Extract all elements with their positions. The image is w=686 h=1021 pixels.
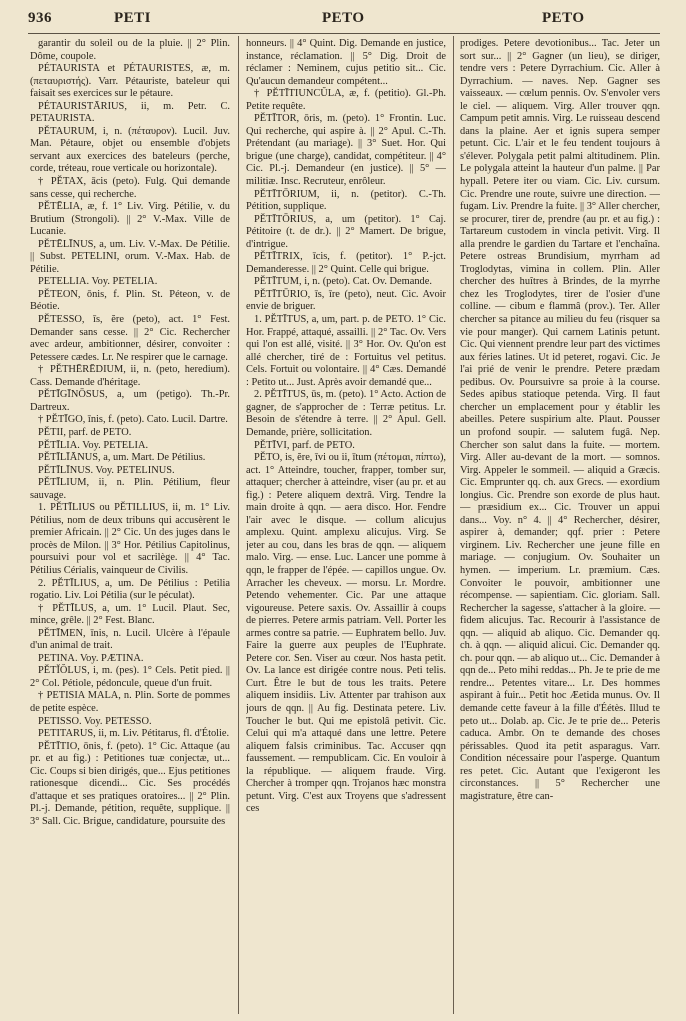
- dictionary-entry: 2. PĔTĪLIUS, a, um. De Pétilius : Petilia rogatio. Liv. Loi Pétilia (sur le péculat).: [30, 577, 230, 602]
- dictionary-entry: PĔTĪLIUM, ii, n. Plin. Pétilium, fleur sauvage.: [30, 477, 230, 501]
- column-divider: [238, 36, 239, 1014]
- dictionary-entry: PETISSO. Voy. PETESSO.: [38, 715, 152, 727]
- dictionary-entry: PĔTĪTŌRIUS, a, um (petitor). 1° Caj. Pétitoire (t. de dr.). || 2° Mamert. De brigue, d'intrigue.: [246, 213, 446, 250]
- dictionary-entry: PĔTĪTIO, ōnis, f. (peto). 1° Cic. Attaque (au pr. et au fig.) : Petitiones tuæ conjectæ, ut... Cic. Coups si bien dirigés, que... Ejus petitiones rationesque dicendi... Cic. Ses procédés d'attaque et ses pratiques oratoires... || 2° Plin. Pl.-j. Demande, pétition, requête, supplique. || 3° Sall. Cic. Brigue, candidature, poursuite des: [30, 740, 230, 827]
- dictionary-entry: PĔTEON, ōnis, f. Plin. St. Péteon, v. de Béotie.: [30, 288, 230, 313]
- dictionary-entry: PĔTO, is, ĕre, īvi ou ii, ītum (πέτομαι, πίπτω), act. 1° Atteindre, toucher, frapper, tomber sur, attaquer; chercher à atteindre, viser (au pr. et au fig.) : Petere aliquem dextrâ. Virg. Tendre la main droite à qqn. — aera disco. Hor. Fendre l'air avec le disque. — collum alicujus amplexu. Quint. amplexu alicujus. Virg. Se jeter au cou, dans les bras de qqn. — aliquem malo. Virg. — ense. Luc. Lancer une pomme à qqn, le frapper de l'épée. — capillos ungue. Ov. Arracher les cheveux. — morsu. Lr. Mordre. Petendo vehementer. Cic. Par une attaque vigoureuse. Petere saxis. Ov. Assaillir à coups de pierres. Petere armis patriam. Vell. Porter les armes contre sa patrie. — Euphratem bello. Juv. Faire la guerre aux peuples de l'Euphrate. Petere cor. Sen. Viser au cœur. Nos hasta petit. Ov. La lance est dirigée contre nous. Peti telis. Curt. Être le but de tous les traits. Petere aliquem insidiis. Liv. Attenter par trahison aux jours de qqn. || Au fig. Destinata petere. Liv. Toucher le but. Qui me epistolâ petivit. Cic. Celui qui m'a attaqué dans une lettre. Petere aliquem falsis criminibus. Tac. Accuser qqn faussement. — rempublicam. Cic. En vouloir à la république. — aliquem fraude. Virg. Chercher à tromper qqn. Trojanos hæc monstra petunt. Virg. C'est aux Troyens que s'adressent ces: [246, 452, 446, 815]
- dictionary-entry: PĔTĪMEN, īnis, n. Lucil. Ulcère à l'épaule d'un animal de trait.: [30, 627, 230, 652]
- header-rule: [28, 33, 660, 34]
- dictionary-entry: PĔTAURUM, i, n. (πέταυρον). Lucil. Juv. Man. Pétaure, objet ou ensemble d'objets servant aux exercices des bateleurs (perche, corde, tréteau, roue verticale ou horizontale).: [30, 125, 230, 175]
- header-guide-left: PETI: [114, 10, 152, 26]
- column-divider: [453, 36, 454, 1014]
- dictionary-entry: PĔTĪTOR, ōris, m. (peto). 1° Frontin. Luc. Qui recherche, qui aspire à. || 2° Apul. C.-Th. Prétendant (au mariage). || 3° Suet. Hor. Qui brigue (une charge), candidat, compétiteur. || 4° Cic. Pl.-j. Demandeur (en justice). || 5° — militiæ. Insc. Recruteur, enrôleur.: [246, 113, 446, 188]
- running-header: [0, 0, 686, 34]
- dictionary-entry: 1. PĔTĪLIUS ou PĔTILLIUS, ii, m. 1° Liv. Pétilius, nom de deux tribuns qui accusèrent le premier Africain. || 2° Cic. Un des juges dans le procès de Milon. || 3° Hor. Pétilius Capitolinus, poursuivi pour vol et sacrilège. || 4° Tac. Pétilius Cérialis, vainqueur de Civilis.: [30, 502, 230, 576]
- dictionary-entry: PĔTĒLIA, æ, f. 1° Liv. Virg. Pétilie, v. du Brutium (Strongoli). || 2° V.-Max. Ville de Lucanie.: [30, 201, 230, 238]
- dictionary-entry: † PĔTHĒRĒDIUM, ii, n. (peto, heredium). Cass. Demande d'héritage.: [30, 364, 230, 388]
- column-middle: [246, 38, 446, 1014]
- dictionary-entry: PĔTĪTUM, i, n. (peto). Cat. Ov. Demande.: [254, 276, 432, 288]
- dictionary-entry: PÉTAURISTĀRIUS, ii, m. Petr. C. PETAURISTA.: [30, 100, 230, 125]
- dictionary-entry: † PĔTĪLUS, a, um. 1° Lucil. Plaut. Sec, mince, grêle. || 2° Fest. Blanc.: [30, 602, 230, 627]
- dictionary-entry: PĔTĪVI, parf. de PETO.: [254, 439, 355, 451]
- dictionary-entry: PĔTĪGĪNŌSUS, a, um (petigo). Th.-Pr. Dartreux.: [30, 389, 230, 413]
- dictionary-entry: PĔTĪLIA. Voy. PETELIA.: [38, 439, 149, 451]
- dictionary-entry: † PETISIA MALA, n. Plin. Sorte de pommes de petite espèce.: [30, 690, 230, 714]
- dictionary-entry: 2. PĔTĪTUS, ūs, m. (peto). 1° Acto. Action de gagner, de s'approcher de : Terræ petitus. Lr. Besoin de s'étendre à terre. || 2° Apul. Gell. Demande, prière, sollicitation.: [246, 389, 446, 438]
- dictionary-entry: PĔTII, parf. de PETO.: [38, 426, 132, 438]
- page-number: 936: [28, 10, 52, 26]
- header-guide-center: PETO: [322, 10, 365, 26]
- dictionary-entry: PĔTĪLĪĀNUS, a, um. Mart. De Pétilius.: [38, 452, 206, 464]
- dictionary-entry: PETITARUS, ii, m. Liv. Pétitarus, fl. d'Étolie.: [38, 728, 230, 740]
- dictionary-entry: PĔTESSO, īs, ĕre (peto), act. 1° Fest. Demander sans cesse. || 2° Cic. Rechercher avec ardeur, ambitionner, désirer, convoiter : Petessere cædes. Lr. Ne respirer que le carnage.: [30, 314, 230, 363]
- dictionary-entry: PETINA. Voy. PÆTINA.: [38, 652, 144, 664]
- column-right: [460, 38, 660, 1014]
- dictionary-entry: † PĔTĪTIUNCŬLA, æ, f. (petitio). Gl.-Ph. Petite requête.: [246, 88, 446, 112]
- header-guide-right: PETO: [542, 10, 585, 26]
- dictionary-entry: 1. PĔTĪTUS, a, um, part. p. de PETO. 1° Cic. Hor. Frappé, attaqué, assailli. || 2° Tac. Ov. Vers qui l'on est allé, visité. || 3° Hor. Ov. Qu'on est allé chercher, tiré de : Fortuitus vel petitus. Cels. Fortuit ou volontaire. || 4° Cæs. Demandé : Petito ut... Just. Après avoir demandé que...: [246, 314, 446, 388]
- dictionary-entry: PĔTĪTŪRIO, īs, īre (peto), neut. Cic. Avoir envie de briguer.: [246, 288, 446, 313]
- dictionary-entry: PĔTĬŎLUS, i, m. (pes). 1° Cels. Petit pied. || 2° Col. Pétiole, pédoncule, queue d'un fruit.: [30, 665, 230, 689]
- dictionary-entry: PĔTĪTRIX, īcis, f. (petitor). 1° P.-jct. Demanderesse. || 2° Quint. Celle qui brigue.: [246, 251, 446, 275]
- dictionary-entry: † PĔTĪGO, īnis, f. (peto). Cato. Lucil. Dartre.: [38, 414, 228, 426]
- dictionary-entry: † PĔTAX, ācis (peto). Fulg. Qui demande sans cesse, qui recherche.: [30, 176, 230, 200]
- column-left: [30, 38, 230, 1014]
- dictionary-entry: prodiges. Petere devotionibus... Tac. Jeter un sort sur... || 2° Gagner (un lieu), se diriger, tendre vers : Petere Dyrrachium. Cic. Aller à Dyrrachium. — naves. Nep. Gagner ses vaisseaux. — cœlum pennis. Ov. S'envoler vers le ciel. — aliquem. Virg. Aller trouver qqn. Campum petit amnis. Virg. Le ruisseau descend dans la plaine. Aer et ignis supera semper petunt. Cic. L'air et le feu tendent toujours à s'élever. Polygala petit palmi altitudinem. Plin. Le polygala atteint la hauteur d'un palme. || Par hypall. Petere iter ou viam. Cic. Liv. cursum. Cic. Prendre une route, suivre une direction. — fugam. Liv. Prendre la fuite. || 3° Aller chercher, se procurer, tirer de, prendre (au pr. et au fig.) : Tartareum custodem in vincla petivit. Virg. Il alla prendre le gardien du Tartare et l'enchaîna. Petere ostreas Brundisium, myrrham ad Troglodytas, vimina in collem. Plin. Aller chercher des huîtres à Brindes, de la myrrhe chez les Troglodytes, tirer de l'osier d'une colline. — cibum e flammâ (prov.). Ter. Aller chercher sa pitance au milieu du feu (risquer sa vie pour manger). Qui carnem Latinis petunt. Cic. Qui viennent prendre leur part des victimes aux féries latines. Ut id peteret, rogavi. Cic. Je l'ai prié de venir le prendre. Petere prædam pedibus. Ov. Poursuivre sa proie à la course. Sedes apibus statioque petenda. Virg. Il faut chercher un emplacement pour y établir les abeilles. Petere suspirium alte. Plaut. Pousser un profond soupir. — salutem fugâ. Nep. Chercher son salut dans la fuite. — mortem. Virg. Aller au-devant de la mort. — somnos. Virg. Appeler le sommeil. — aliquid a Græcis. Cic. Emprunter qq. ch. aux Grecs. — exordium longius. Cic. Prendre son exorde de plus haut. — præsidium ex... Cic. Trouver un appui dans... Voy. n° 4. || 4° Rechercher, désirer, aspirer à, demander; qqf. prier : Petere virginem. Liv. Rechercher une jeune fille en mariage. — conjugium. Ov. Souhaiter un hymen. — imperium. Lr. præmium. Cæs. Convoiter le pouvoir, ambitionner une récompense. — sapientiam. Cic. gloriam. Sall. Rechercher la sagesse, s'attacher à la gloire. — fidem alicujus. Tac. Recourir à l'assistance de qqn. — aliquid ab aliquo. Cic. Demander qq. ch. à qqn. — aliquid alicui. Cic. Demander qq. ch. pour qqn. — ab aliquo ut... Cic. Demander à qqn de... Peto mihi reddas... Ph. Je te prie de me rendre... Petentes vitare... Lr. Des hommes aspirant à fuir... Petit hoc Æetida munus. Ov. Il demande cette faveur à la fille d'Éétès. Illud te peto ut... Dolab. ap. Cic. Je te prie de... Peteris caduca. Ambr. On te demande des choses périssables. Quod ita petit asparagus. Varr. Condition nécessaire pour l'asperge. Quantum res petet. Cic. Autant que l'exigeront les circonstances. || 5° Rechercher une magistrature, être can-: [460, 38, 660, 802]
- dictionary-entry: garantir du soleil ou de la pluie. || 2° Plin. Dôme, coupole.: [30, 38, 230, 62]
- dictionary-entry: PĔTĪTŌRIUM, ii, n. (petitor). C.-Th. Pétition, supplique.: [246, 188, 446, 213]
- dictionary-entry: PÉTAURISTA et PÉTAURISTES, æ, m. (πεταυριστής). Varr. Pétauriste, bateleur qui faisait ses exercices sur le pétaure.: [30, 63, 230, 100]
- dictionary-entry: PETELLIA. Voy. PETELIA.: [38, 276, 158, 288]
- dictionary-entry: PĔTĪLĪNUS. Voy. PETELINUS.: [38, 464, 175, 476]
- dictionary-entry: honneurs. || 4° Quint. Dig. Demande en justice, instance, réclamation. || 5° Dig. Droit de réclamer : Neminem, cujus petitio sit... Cic. Qu'aucun demandeur compétent...: [246, 38, 446, 87]
- dictionary-entry: PĔTĒLĪNUS, a, um. Liv. V.-Max. De Pétilie. || Subst. PETELINI, orum. V.-Max. Hab. de Pétilie.: [30, 238, 230, 275]
